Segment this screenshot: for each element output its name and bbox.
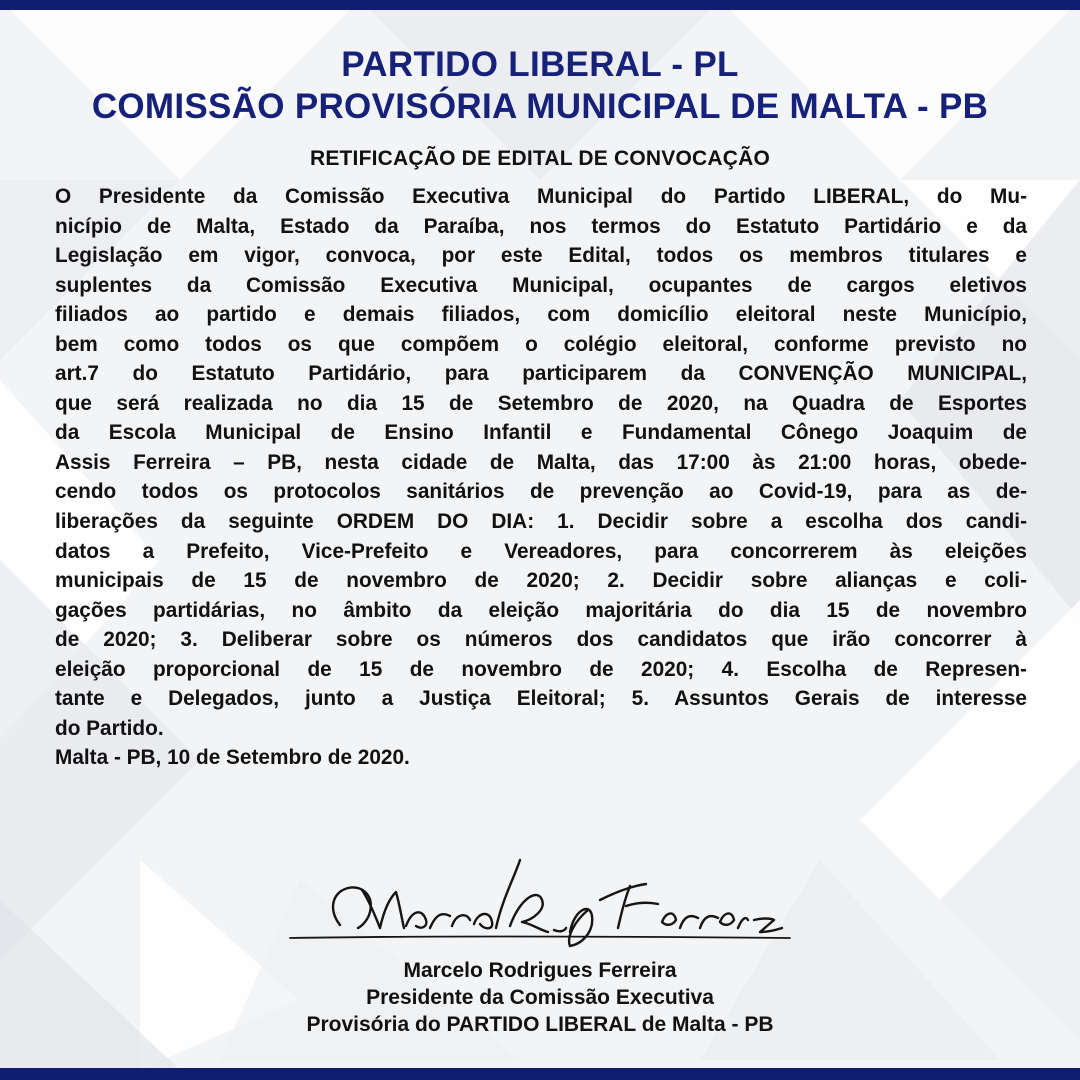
body-line: gações partidárias, no âmbito da eleição majoritária do dia 15 de novembro: [55, 598, 1027, 622]
bottom-accent-bar: [0, 1068, 1080, 1080]
body-line: cendo todos os protocolos sanitários de prevenção ao Covid-19, para as de-: [55, 480, 1027, 504]
signer-name: Marcelo Rodrigues Ferreira: [403, 959, 677, 982]
body-line: de 2020; 3. Deliberar sobre os números dos candidatos que irão concorrer à: [55, 628, 1027, 652]
body-line: Legislação em vigor, convoca, por este Edital, todos os membros titulares e: [55, 244, 1027, 268]
document-title: RETIFICAÇÃO DE EDITAL DE CONVOCAÇÃO: [309, 147, 771, 170]
edital-body: [55, 182, 1027, 773]
body-line-last: do Partido.: [55, 716, 164, 740]
party-name-heading: PARTIDO LIBERAL - PL: [341, 45, 739, 84]
commission-heading: COMISSÃO PROVISÓRIA MUNICIPAL DE MALTA - PB: [91, 87, 989, 126]
body-line: liberações da seguinte ORDEM DO DIA: 1. Decidir sobre a escolha dos candi-: [55, 510, 1027, 534]
body-line: bem como todos os que compõem o colégio eleitoral, conforme previsto no: [55, 332, 1027, 356]
body-line: nicípio de Malta, Estado da Paraíba, nos termos do Estatuto Partidário e da: [55, 214, 1027, 238]
body-line: Assis Ferreira – PB, nesta cidade de Malta, das 17:00 às 21:00 horas, obede-: [55, 450, 1027, 474]
body-line: tante e Delegados, junto a Justiça Eleitoral; 5. Assuntos Gerais de interesse: [55, 687, 1027, 711]
date-line: Malta - PB, 10 de Setembro de 2020.: [55, 746, 410, 770]
signer-role-line1: Presidente da Comissão Executiva: [366, 986, 714, 1009]
body-line: O Presidente da Comissão Executiva Municipal do Partido LIBERAL, do Mu-: [55, 185, 1027, 208]
party-header: [0, 44, 1080, 128]
body-line: que será realizada no dia 15 de Setembro de 2020, na Quadra de Esportes: [55, 391, 1027, 415]
body-line: suplentes da Comissão Executiva Municipal, ocupantes de cargos eletivos: [55, 273, 1027, 297]
top-accent-bar: [0, 0, 1080, 10]
body-line: eleição proporcional de 15 de novembro de 2020; 4. Escolha de Represen-: [55, 657, 1027, 681]
body-line: da Escola Municipal de Ensino Infantil e Fundamental Cônego Joaquim de: [55, 421, 1027, 445]
signer-block: [0, 957, 1080, 1038]
body-line: municipais de 15 de novembro de 2020; 2. Decidir sobre alianças e coli-: [55, 569, 1027, 593]
body-line: filiados ao partido e demais filiados, com domicílio eleitoral neste Município,: [55, 303, 1027, 327]
body-line: art.7 do Estatuto Partidário, para participarem da CONVENÇÃO MUNICIPAL,: [55, 362, 1027, 386]
signer-role-line2: Provisória do PARTIDO LIBERAL de Malta - PB: [306, 1013, 774, 1036]
body-line: datos a Prefeito, Vice-Prefeito e Vereadores, para concorrerem às eleições: [55, 539, 1027, 563]
handwritten-signature: [270, 840, 810, 960]
